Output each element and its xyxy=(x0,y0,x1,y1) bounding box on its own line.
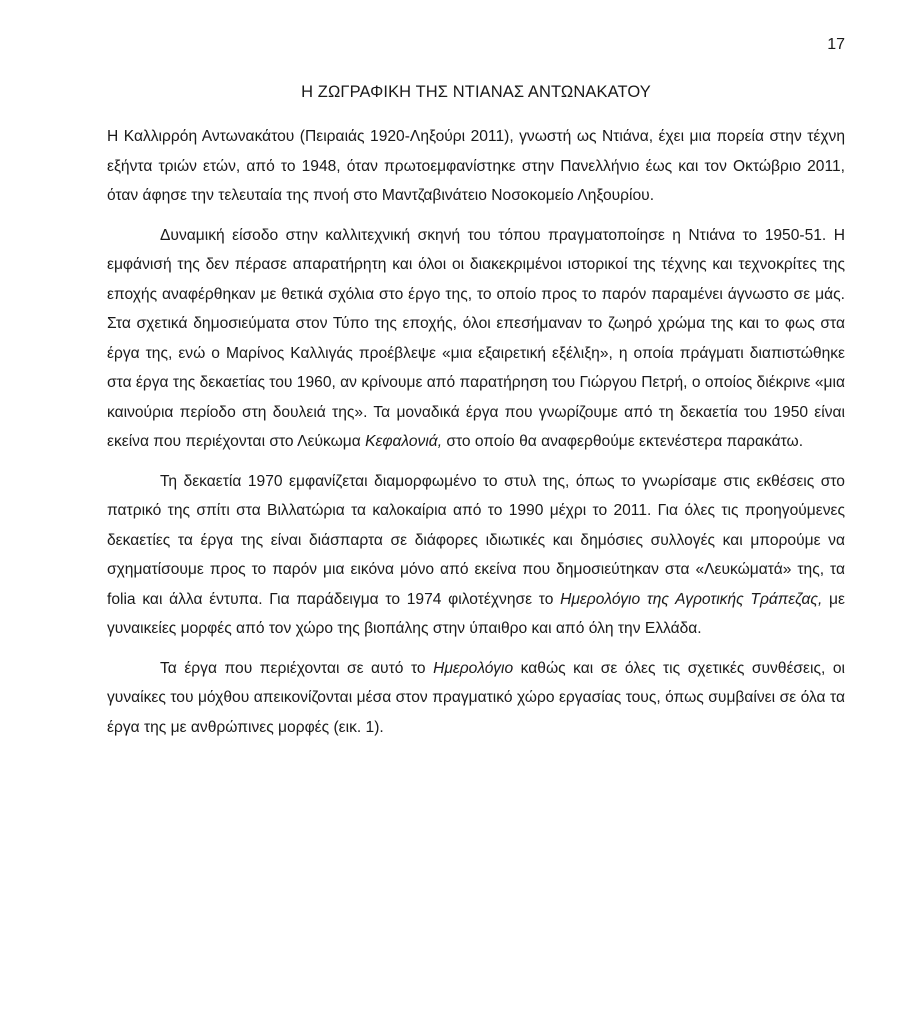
page-title: Η ΖΩΓΡΑΦΙΚΗ ΤΗΣ ΝΤΙΑΝΑΣ ΑΝΤΩΝΑΚΑΤΟΥ xyxy=(301,83,651,101)
paragraph-text: καθώς και σε όλες τις σχετικές συνθέσεις, οι γυναίκες του μόχθου απεικονίζονται μέσα στον πραγματικό χώρο εργασίας τους, όπως συμβαίνει σε όλα τα έργα της με ανθρώπινες μορφές (εικ. 1). xyxy=(107,659,845,736)
paragraph-style xyxy=(107,467,845,644)
paragraph-text: Τη δεκαετία 1970 εμφανίζεται διαμορφωμένο το στυλ της, όπως το γνωρίσαμε στις εκθέσεις στο πατρικό της σπίτι στα Βιλλατώρια τα καλοκαίρια από το 1990 μέχρι το 2011. Για όλες τις προηγούμενες δεκαετίες τα έργα της είναι διάσπαρτα σε διάφορες ιδιωτικές και δημόσιες συλλογές και μπορούμε να σχηματίσουμε προς το παρόν μια εικόνα μόνο από εκείνα που δημοσιεύτηκαν στα «Λευκώματά» της, τα folia και άλλα έντυπα. Για παράδειγμα το 1974 φιλοτέχνησε το xyxy=(107,472,845,608)
paragraph-calendar xyxy=(107,654,845,743)
page-number: 17 xyxy=(827,36,845,53)
paragraph-debut xyxy=(107,221,845,457)
paragraph-intro xyxy=(107,122,845,211)
italic-title: Κεφαλονιά, xyxy=(365,433,443,450)
paragraph-text: Δυναμική είσοδο στην καλλιτεχνική σκηνή του τόπου πραγματοποίησε η Ντιάνα το 1950-51. Η εμφάνισή της δεν πέρασε απαρατήρητη και όλοι οι διακεκριμένοι ιστορικοί της τέχνης και τεχνοκρίτες της εποχής αναφέρθηκαν με θετικά σχόλια στο έργο της, το οποίο προς το παρόν παραμένει άγνωστο σε μάς. Στα σχετικά δημοσιεύματα στον Τύπο της εποχής, όλοι επεσήμαναν το ζωηρό χρώμα της και το φως στα έργα της, ενώ ο Μαρίνος Καλλιγάς προέβλεψε «μια εξαιρετική εξέλιξη», η οποία πράγματι διαπιστώθηκε στα έργα της δεκαετίας του 1960, αν κρίνουμε από παρατήρηση του Γιώργου Πετρή, ο οποίος διέκρινε «μια καινούρια περίοδο στη δουλειά της». Τα μοναδικά έργα που γνωρίζουμε από τη δεκαετία του 1950 είναι εκείνα που περιέχονται στο Λεύκωμα xyxy=(107,226,845,450)
paragraph-text: Τα έργα που περιέχονται σε αυτό το xyxy=(160,659,434,677)
paragraph-text: στο οποίο θα αναφερθούμε εκτενέστερα παρακάτω. xyxy=(442,433,804,450)
body-text xyxy=(107,122,845,742)
italic-title: Ημερολόγιο xyxy=(433,659,514,677)
italic-title: Ημερολόγιο της Αγροτικής Τράπεζας, xyxy=(560,590,823,608)
paragraph-text: με γυναικείες μορφές από τον χώρο της βιοπάλης στην ύπαιθρο και από όλη την Ελλάδα. xyxy=(107,590,845,637)
paragraph-text: Η Καλλιρρόη Αντωνακάτου (Πειραιάς 1920-Ληξούρι 2011), γνωστή ως Ντιάνα, έχει μια πορεία στην τέχνη εξήντα τριών ετών, από το 1948, όταν πρωτοεμφανίστηκε στην Πανελλήνιο έως και τον Οκτώβριο 2011, όταν άφησε την τελευταία της πνοή στο Μαντζαβινάτειο Νοσοκομείο Ληξουρίου. xyxy=(107,128,845,204)
